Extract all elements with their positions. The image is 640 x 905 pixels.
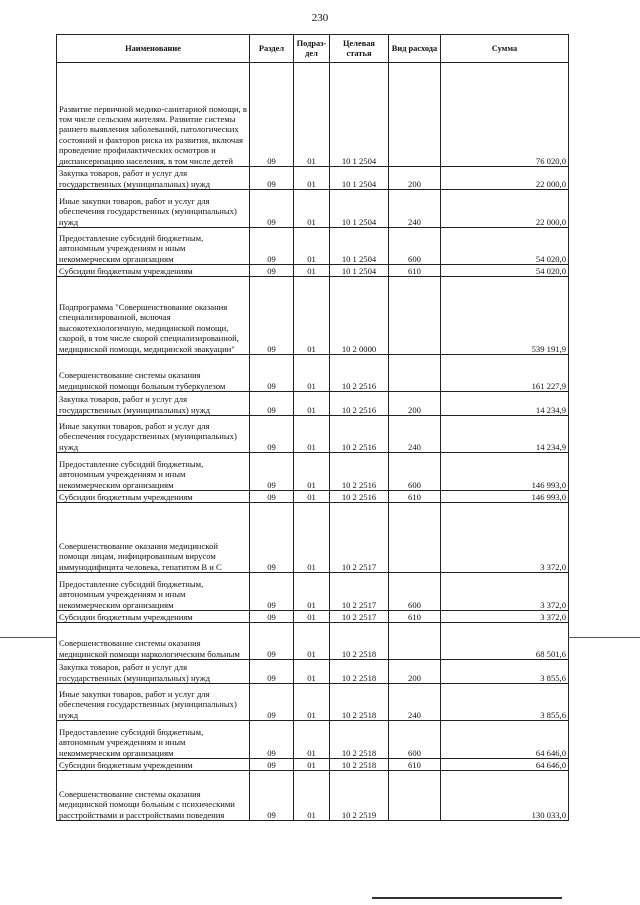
- table-row: [57, 573, 569, 611]
- cell-expense: 240: [389, 684, 441, 721]
- cell-sum: 14 234,9: [441, 416, 569, 453]
- table-row: [57, 771, 569, 821]
- cell-target: 10 2 2517: [330, 573, 389, 611]
- cell-section: 09: [250, 228, 294, 265]
- table-row: [57, 167, 569, 190]
- table-row: [57, 265, 569, 277]
- cell-subsection: 01: [294, 491, 330, 503]
- cell-name: Иные закупки товаров, работ и услуг для обеспечения государственных (муниципальных) нужд: [57, 190, 250, 228]
- scan-line-bottom: [372, 897, 562, 899]
- table-row: [57, 63, 569, 167]
- cell-subsection: 01: [294, 623, 330, 660]
- table-row: [57, 392, 569, 416]
- header-subsection: Подраз-дел: [294, 35, 330, 63]
- table-row: [57, 721, 569, 759]
- table-row: [57, 277, 569, 355]
- cell-target: 10 2 2518: [330, 660, 389, 684]
- cell-expense: [389, 503, 441, 573]
- cell-subsection: 01: [294, 355, 330, 392]
- cell-name: Субсидии бюджетным учреждениям: [57, 611, 250, 623]
- cell-expense: 200: [389, 660, 441, 684]
- cell-name: Совершенствование системы оказания медицинской помощи больным с психическими расстройствами и расстройствами поведения: [57, 771, 250, 821]
- cell-section: 09: [250, 190, 294, 228]
- cell-target: 10 1 2504: [330, 167, 389, 190]
- cell-target: 10 1 2504: [330, 228, 389, 265]
- cell-name: Подпрограмма "Совершенствование оказания специализированной, включая высокотехнологичную, медицинской помощи, скорой, в том числе скорой специализированной, медицинской помощи, медицинской эвакуации": [57, 277, 250, 355]
- cell-sum: 3 372,0: [441, 611, 569, 623]
- cell-sum: 3 855,6: [441, 684, 569, 721]
- cell-name: Предоставление субсидий бюджетным, автономным учреждениям и иным некоммерческим организациям: [57, 721, 250, 759]
- table-row: [57, 684, 569, 721]
- cell-subsection: 01: [294, 684, 330, 721]
- cell-target: 10 2 2518: [330, 623, 389, 660]
- cell-section: 09: [250, 355, 294, 392]
- cell-section: 09: [250, 265, 294, 277]
- cell-subsection: 01: [294, 503, 330, 573]
- cell-sum: 22 000,0: [441, 190, 569, 228]
- cell-section: 09: [250, 63, 294, 167]
- cell-subsection: 01: [294, 611, 330, 623]
- cell-section: 09: [250, 416, 294, 453]
- cell-section: 09: [250, 684, 294, 721]
- cell-expense: 610: [389, 611, 441, 623]
- cell-name: Иные закупки товаров, работ и услуг для обеспечения государственных (муниципальных) нужд: [57, 416, 250, 453]
- table-row: [57, 503, 569, 573]
- table-row: [57, 190, 569, 228]
- cell-sum: 3 855,6: [441, 660, 569, 684]
- header-sum: Сумма: [441, 35, 569, 63]
- cell-name: Закупка товаров, работ и услуг для государственных (муниципальных) нужд: [57, 392, 250, 416]
- cell-sum: 3 372,0: [441, 573, 569, 611]
- cell-subsection: 01: [294, 721, 330, 759]
- cell-sum: 22 000,0: [441, 167, 569, 190]
- cell-section: 09: [250, 503, 294, 573]
- cell-expense: [389, 771, 441, 821]
- cell-target: 10 2 2518: [330, 684, 389, 721]
- cell-target: 10 2 0000: [330, 277, 389, 355]
- cell-target: 10 2 2517: [330, 611, 389, 623]
- cell-expense: 610: [389, 265, 441, 277]
- cell-subsection: 01: [294, 573, 330, 611]
- cell-sum: 539 191,9: [441, 277, 569, 355]
- table-row: [57, 491, 569, 503]
- cell-name: Иные закупки товаров, работ и услуг для обеспечения государственных (муниципальных) нужд: [57, 684, 250, 721]
- cell-name: Совершенствование оказания медицинской помощи лицам, инфицированным вирусом иммунодифицита человека, гепатитом В и С: [57, 503, 250, 573]
- cell-section: 09: [250, 721, 294, 759]
- cell-name: Предоставление субсидий бюджетным, автономным учреждениям и иным некоммерческим организациям: [57, 573, 250, 611]
- cell-name: Субсидии бюджетным учреждениям: [57, 265, 250, 277]
- cell-expense: 600: [389, 573, 441, 611]
- table-row: [57, 660, 569, 684]
- cell-subsection: 01: [294, 167, 330, 190]
- cell-subsection: 01: [294, 277, 330, 355]
- cell-name: Субсидии бюджетным учреждениям: [57, 491, 250, 503]
- cell-target: 10 2 2516: [330, 453, 389, 491]
- cell-sum: 14 234,9: [441, 392, 569, 416]
- cell-name: Предоставление субсидий бюджетным, автономным учреждениям и иным некоммерческим организациям: [57, 453, 250, 491]
- cell-sum: 64 646,0: [441, 721, 569, 759]
- table-row: [57, 611, 569, 623]
- cell-expense: 600: [389, 721, 441, 759]
- cell-subsection: 01: [294, 63, 330, 167]
- cell-sum: 68 501,6: [441, 623, 569, 660]
- cell-target: 10 2 2518: [330, 721, 389, 759]
- cell-expense: 610: [389, 491, 441, 503]
- cell-section: 09: [250, 277, 294, 355]
- cell-expense: 200: [389, 167, 441, 190]
- budget-table: [56, 34, 569, 821]
- scan-line-left: [0, 637, 56, 638]
- cell-expense: [389, 355, 441, 392]
- cell-target: 10 1 2504: [330, 190, 389, 228]
- cell-expense: [389, 623, 441, 660]
- cell-name: Предоставление субсидий бюджетным, автономным учреждениям и иным некоммерческим организациям: [57, 228, 250, 265]
- cell-target: 10 2 2519: [330, 771, 389, 821]
- cell-sum: 130 033,0: [441, 771, 569, 821]
- cell-section: 09: [250, 759, 294, 771]
- header-section: Раздел: [250, 35, 294, 63]
- cell-sum: 76 020,0: [441, 63, 569, 167]
- cell-name: Субсидии бюджетным учреждениям: [57, 759, 250, 771]
- cell-sum: 146 993,0: [441, 491, 569, 503]
- header-name: Наименование: [57, 35, 250, 63]
- cell-name: Закупка товаров, работ и услуг для государственных (муниципальных) нужд: [57, 660, 250, 684]
- cell-name: Совершенствование системы оказания медицинской помощи наркологическим больным: [57, 623, 250, 660]
- cell-expense: 240: [389, 416, 441, 453]
- cell-target: 10 2 2516: [330, 392, 389, 416]
- cell-target: 10 2 2516: [330, 355, 389, 392]
- cell-section: 09: [250, 611, 294, 623]
- cell-sum: 54 020,0: [441, 265, 569, 277]
- cell-name: Развитие первичной медико-санитарной помощи, в том числе сельским жителям. Развитие системы раннего выявления заболеваний, патологических состояний и факторов риска их развития, включая проведение профилактических осмотров и диспансеризацию населения, в том числе детей: [57, 63, 250, 167]
- cell-target: 10 1 2504: [330, 63, 389, 167]
- table-row: [57, 355, 569, 392]
- cell-section: 09: [250, 660, 294, 684]
- cell-sum: 54 020,0: [441, 228, 569, 265]
- cell-name: Закупка товаров, работ и услуг для государственных (муниципальных) нужд: [57, 167, 250, 190]
- cell-expense: 600: [389, 228, 441, 265]
- page-number: 230: [311, 12, 329, 24]
- cell-section: 09: [250, 167, 294, 190]
- table-row: [57, 623, 569, 660]
- header-target: Целевая статья: [330, 35, 389, 63]
- cell-section: 09: [250, 623, 294, 660]
- cell-target: 10 2 2516: [330, 491, 389, 503]
- cell-sum: 146 993,0: [441, 453, 569, 491]
- table-row: [57, 228, 569, 265]
- cell-target: 10 2 2518: [330, 759, 389, 771]
- cell-target: 10 1 2504: [330, 265, 389, 277]
- cell-section: 09: [250, 491, 294, 503]
- cell-subsection: 01: [294, 392, 330, 416]
- cell-subsection: 01: [294, 228, 330, 265]
- cell-subsection: 01: [294, 660, 330, 684]
- cell-section: 09: [250, 453, 294, 491]
- cell-name: Совершенствование системы оказания медицинской помощи больным туберкулезом: [57, 355, 250, 392]
- cell-expense: 240: [389, 190, 441, 228]
- cell-expense: [389, 63, 441, 167]
- cell-subsection: 01: [294, 416, 330, 453]
- cell-expense: [389, 277, 441, 355]
- cell-expense: 200: [389, 392, 441, 416]
- table-row: [57, 453, 569, 491]
- cell-target: 10 2 2517: [330, 503, 389, 573]
- cell-sum: 64 646,0: [441, 759, 569, 771]
- scan-line-right: [568, 637, 640, 638]
- cell-target: 10 2 2516: [330, 416, 389, 453]
- table-row: [57, 759, 569, 771]
- header-expense: Вид расхода: [389, 35, 441, 63]
- cell-subsection: 01: [294, 453, 330, 491]
- cell-expense: 600: [389, 453, 441, 491]
- cell-subsection: 01: [294, 771, 330, 821]
- cell-sum: 161 227,9: [441, 355, 569, 392]
- cell-sum: 3 372,0: [441, 503, 569, 573]
- cell-expense: 610: [389, 759, 441, 771]
- cell-section: 09: [250, 573, 294, 611]
- cell-subsection: 01: [294, 265, 330, 277]
- cell-subsection: 01: [294, 190, 330, 228]
- cell-section: 09: [250, 392, 294, 416]
- table-row: [57, 416, 569, 453]
- header-row: [57, 35, 569, 63]
- cell-subsection: 01: [294, 759, 330, 771]
- cell-section: 09: [250, 771, 294, 821]
